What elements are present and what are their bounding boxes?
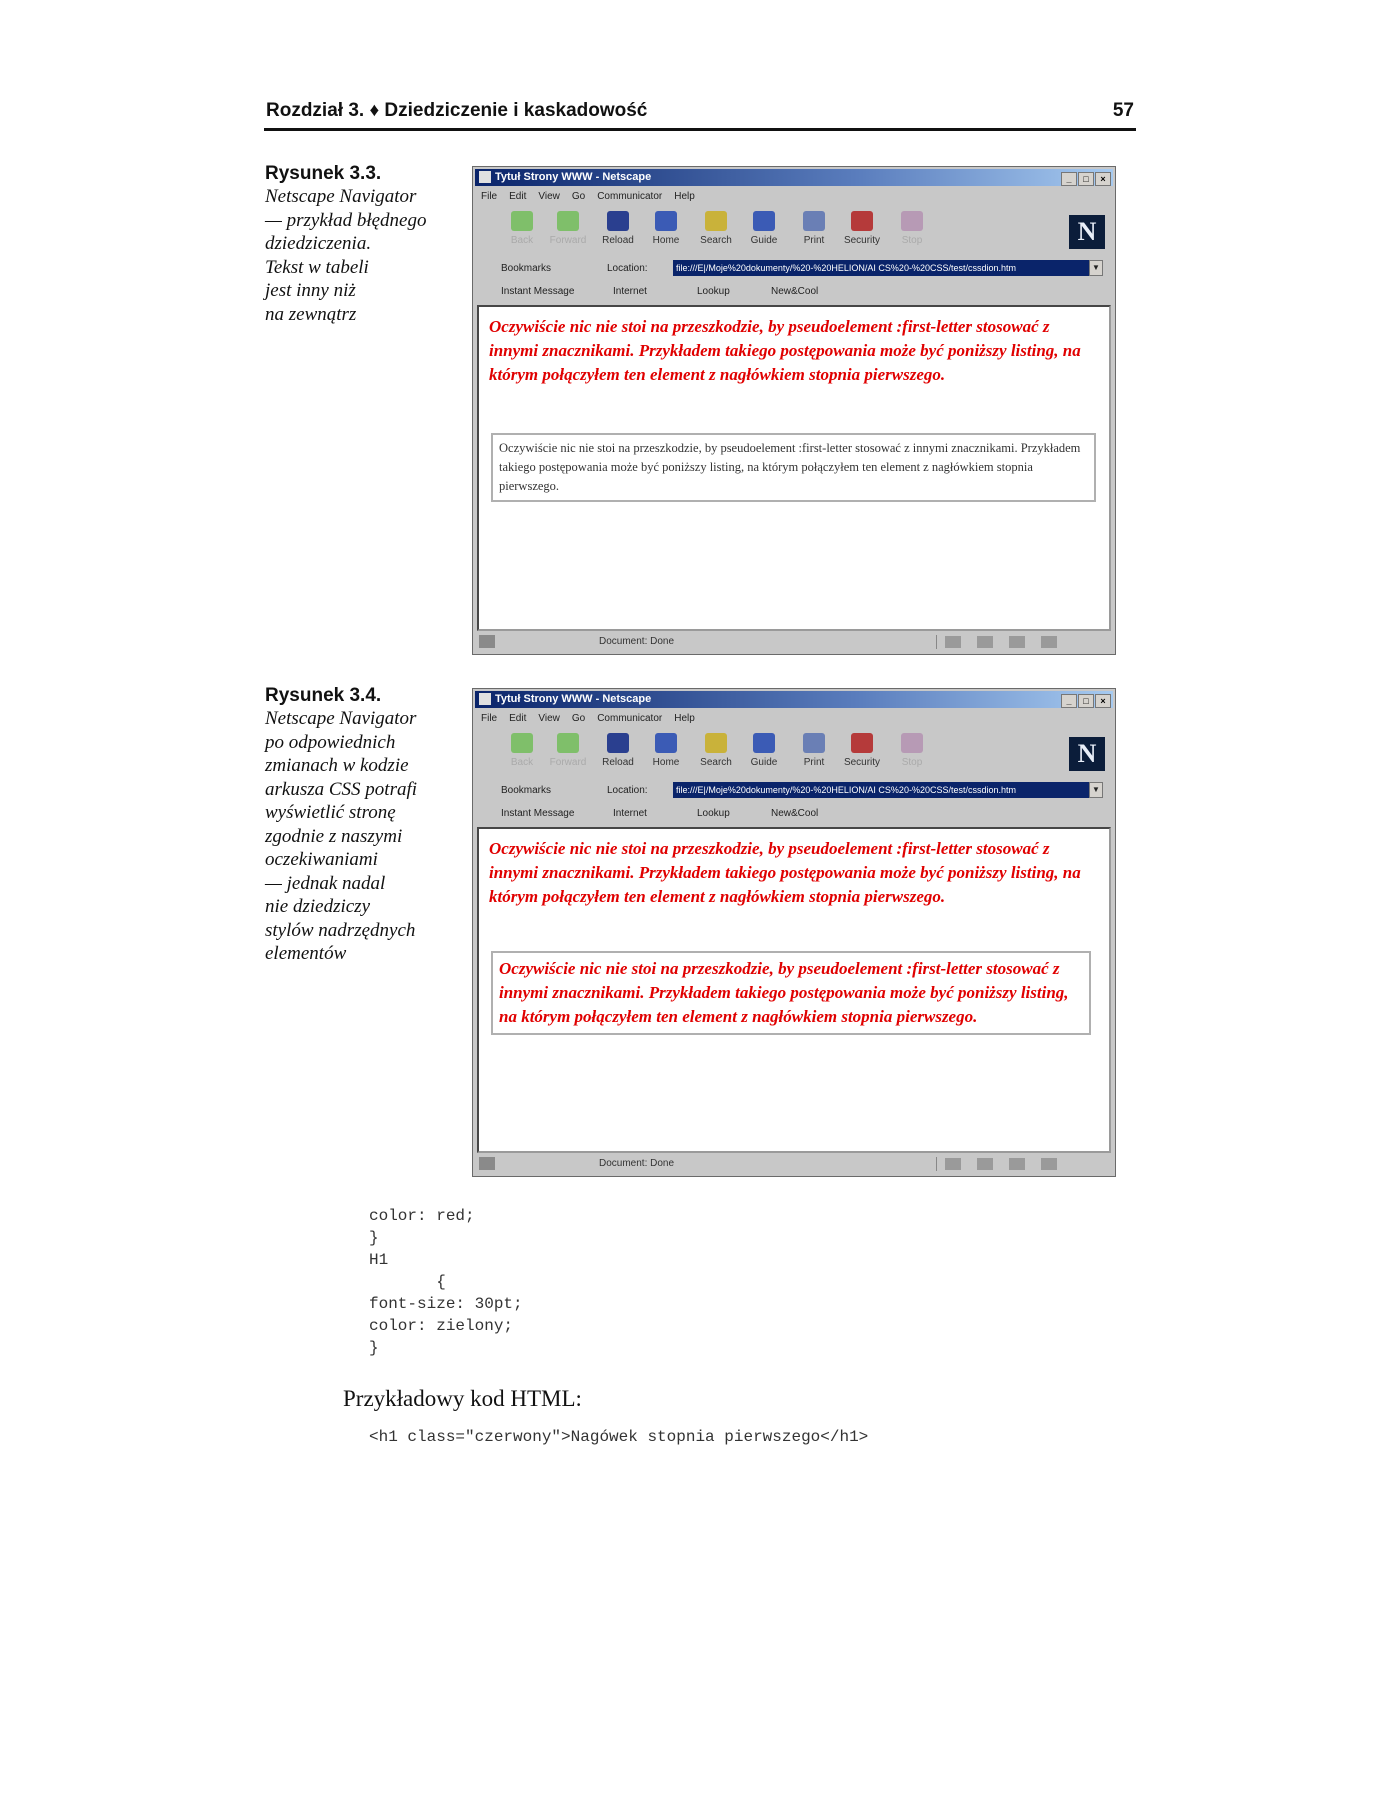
figure-caption-text: Netscape Navigator — przykład błędnego dziedziczenia. Tekst w tabeli jest inny niż na zewnątrz bbox=[265, 186, 427, 325]
running-header bbox=[264, 98, 1136, 131]
menu-file[interactable]: File bbox=[481, 191, 498, 202]
table-text: Oczywiście nic nie stoi na przeszkodzie, by pseudoelement :first-letter stosować z innymi znacznikami. Przykładem takiego postępowania może być poniższy listing, na którym połączyłem ten element z nagłówkiem stopnia pierwszego. bbox=[499, 959, 1069, 1026]
netscape-icon bbox=[479, 693, 491, 705]
location-label: Location: bbox=[607, 263, 648, 274]
navigator-icon[interactable] bbox=[945, 636, 961, 648]
instant-message-link[interactable]: Instant Message bbox=[501, 808, 575, 819]
url-field[interactable]: file:///E|/Moje%20dokumenty/%20-%20HELION/AI CS%20-%20CSS/test/cssdion.htm bbox=[673, 260, 1093, 276]
netscape-icon bbox=[479, 171, 491, 183]
figure-number: Rysunek 3.4. bbox=[265, 685, 382, 706]
menu-help[interactable]: Help bbox=[674, 713, 695, 724]
menu-go[interactable]: Go bbox=[571, 713, 586, 724]
print-button[interactable]: Print bbox=[791, 211, 837, 246]
discussion-icon[interactable] bbox=[1009, 1158, 1025, 1170]
table-cell bbox=[491, 433, 1096, 502]
back-button[interactable]: Back bbox=[499, 211, 545, 246]
close-icon[interactable]: × bbox=[1095, 694, 1111, 708]
chevron-down-icon[interactable]: ▼ bbox=[1089, 260, 1103, 276]
location-bar bbox=[477, 259, 1111, 279]
mail-icon[interactable] bbox=[977, 1158, 993, 1170]
stop-button[interactable]: Stop bbox=[889, 211, 935, 246]
navigation-toolbar bbox=[499, 211, 1019, 253]
css-code-listing: color: red; } H1 { font-size: 30pt; color: zielony; } bbox=[369, 1207, 523, 1357]
figure-number: Rysunek 3.3. bbox=[265, 163, 382, 184]
title-bar bbox=[475, 169, 1113, 186]
reload-icon bbox=[607, 733, 629, 753]
menu-communicator[interactable]: Communicator bbox=[597, 713, 663, 724]
stop-button[interactable]: Stop bbox=[889, 733, 935, 768]
forward-button[interactable]: Forward bbox=[545, 211, 591, 246]
composer-icon[interactable] bbox=[1041, 1158, 1057, 1170]
bookmarks-button[interactable]: Bookmarks bbox=[501, 785, 552, 796]
mail-icon[interactable] bbox=[977, 636, 993, 648]
figure-caption-3-4 bbox=[265, 685, 465, 966]
status-text: Document: Done bbox=[599, 636, 675, 647]
security-status-icon bbox=[479, 635, 495, 648]
back-icon bbox=[511, 211, 533, 231]
menu-edit[interactable]: Edit bbox=[509, 713, 527, 724]
personal-toolbar bbox=[477, 283, 1111, 301]
minimize-icon[interactable]: _ bbox=[1061, 694, 1077, 708]
search-icon bbox=[705, 733, 727, 753]
red-paragraph: Oczywiście nic nie stoi na przeszkodzie, by pseudoelement :first-letter stosować z innymi znacznikami. Przykładem takiego postępowania może być poniższy listing, na którym połączyłem ten element z nagłówkiem stopnia pierwszego. bbox=[489, 839, 1081, 906]
new-cool-link[interactable]: New&Cool bbox=[771, 808, 819, 819]
chapter-title: Rozdział 3. ♦ Dziedziczenie i kaskadowość bbox=[266, 100, 648, 121]
menu-help[interactable]: Help bbox=[674, 191, 695, 202]
figure-caption-3-3 bbox=[265, 163, 465, 326]
navigation-toolbar bbox=[499, 733, 1019, 775]
lookup-link[interactable]: Lookup bbox=[697, 808, 730, 819]
netscape-logo: N bbox=[1069, 215, 1105, 249]
status-bar bbox=[477, 1155, 1111, 1173]
menu-edit[interactable]: Edit bbox=[509, 191, 527, 202]
internet-link[interactable]: Internet bbox=[613, 808, 647, 819]
window-title: Tytuł Strony WWW - Netscape bbox=[495, 693, 652, 705]
status-text: Document: Done bbox=[599, 1158, 675, 1169]
netscape-window-1 bbox=[472, 166, 1116, 655]
menu-communicator[interactable]: Communicator bbox=[597, 191, 663, 202]
reload-button[interactable]: Reload bbox=[595, 733, 641, 768]
location-bar bbox=[477, 781, 1111, 801]
url-field[interactable]: file:///E|/Moje%20dokumenty/%20-%20HELION/AI CS%20-%20CSS/test/cssdion.htm bbox=[673, 782, 1093, 798]
search-button[interactable]: Search bbox=[693, 733, 739, 768]
security-status-icon bbox=[479, 1157, 495, 1170]
forward-button[interactable]: Forward bbox=[545, 733, 591, 768]
lookup-link[interactable]: Lookup bbox=[697, 286, 730, 297]
guide-icon bbox=[753, 733, 775, 753]
page-viewport bbox=[477, 827, 1111, 1153]
component-bar bbox=[936, 635, 1077, 649]
close-icon[interactable]: × bbox=[1095, 172, 1111, 186]
forward-icon bbox=[557, 733, 579, 753]
guide-button[interactable]: Guide bbox=[741, 211, 787, 246]
menu-view[interactable]: View bbox=[538, 191, 560, 202]
stop-icon bbox=[901, 211, 923, 231]
personal-toolbar bbox=[477, 805, 1111, 823]
search-icon bbox=[705, 211, 727, 231]
title-bar bbox=[475, 691, 1113, 708]
page-number: 57 bbox=[1112, 100, 1134, 121]
status-bar bbox=[477, 633, 1111, 651]
maximize-icon[interactable]: □ bbox=[1078, 172, 1094, 186]
print-button[interactable]: Print bbox=[791, 733, 837, 768]
chevron-down-icon[interactable]: ▼ bbox=[1089, 782, 1103, 798]
netscape-window-2 bbox=[472, 688, 1116, 1177]
table-text: Oczywiście nic nie stoi na przeszkodzie, by pseudoelement :first-letter stosować z innymi znacznikami. Przykładem takiego postępowania może być poniższy listing, na którym połączyłem ten element z nagłówkiem stopnia pierwszego. bbox=[499, 441, 1081, 493]
back-icon bbox=[511, 733, 533, 753]
table-cell bbox=[491, 951, 1091, 1035]
menu-bar bbox=[481, 713, 707, 724]
component-bar bbox=[936, 1157, 1077, 1171]
menu-file[interactable]: File bbox=[481, 713, 498, 724]
minimize-icon[interactable]: _ bbox=[1061, 172, 1077, 186]
menu-view[interactable]: View bbox=[538, 713, 560, 724]
home-icon bbox=[655, 211, 677, 231]
new-cool-link[interactable]: New&Cool bbox=[771, 286, 819, 297]
print-icon bbox=[803, 733, 825, 753]
security-button[interactable]: Security bbox=[839, 733, 885, 768]
html-example-label: Przykładowy kod HTML: bbox=[343, 1386, 582, 1411]
netscape-logo: N bbox=[1069, 737, 1105, 771]
stop-icon bbox=[901, 733, 923, 753]
html-code-listing: <h1 class="czerwony">Nagówek stopnia pierwszego</h1> bbox=[369, 1428, 869, 1446]
figure-caption-text: Netscape Navigator po odpowiednich zmianach w kodzie arkusza CSS potrafi wyświetlić stronę zgodnie z naszymi oczekiwaniami — jednak nadal nie dziedziczy stylów nadrzędnych elementów bbox=[265, 708, 418, 964]
guide-icon bbox=[753, 211, 775, 231]
lock-icon bbox=[851, 733, 873, 753]
bookmarks-button[interactable]: Bookmarks bbox=[501, 263, 552, 274]
internet-link[interactable]: Internet bbox=[613, 286, 647, 297]
page-viewport bbox=[477, 305, 1111, 631]
navigator-icon[interactable] bbox=[945, 1158, 961, 1170]
red-paragraph: Oczywiście nic nie stoi na przeszkodzie, by pseudoelement :first-letter stosować z innymi znacznikami. Przykładem takiego postępowania może być poniższy listing, na którym połączyłem ten element z nagłówkiem stopnia pierwszego. bbox=[489, 317, 1081, 384]
lock-icon bbox=[851, 211, 873, 231]
security-button[interactable]: Security bbox=[839, 211, 885, 246]
home-button[interactable]: Home bbox=[643, 211, 689, 246]
menu-bar bbox=[481, 191, 707, 202]
forward-icon bbox=[557, 211, 579, 231]
guide-button[interactable]: Guide bbox=[741, 733, 787, 768]
print-icon bbox=[803, 211, 825, 231]
location-label: Location: bbox=[607, 785, 648, 796]
maximize-icon[interactable]: □ bbox=[1078, 694, 1094, 708]
home-button[interactable]: Home bbox=[643, 733, 689, 768]
reload-button[interactable]: Reload bbox=[595, 211, 641, 246]
menu-go[interactable]: Go bbox=[571, 191, 586, 202]
window-title: Tytuł Strony WWW - Netscape bbox=[495, 171, 652, 183]
composer-icon[interactable] bbox=[1041, 636, 1057, 648]
reload-icon bbox=[607, 211, 629, 231]
search-button[interactable]: Search bbox=[693, 211, 739, 246]
window-controls bbox=[1060, 693, 1111, 710]
discussion-icon[interactable] bbox=[1009, 636, 1025, 648]
back-button[interactable]: Back bbox=[499, 733, 545, 768]
instant-message-link[interactable]: Instant Message bbox=[501, 286, 575, 297]
window-controls bbox=[1060, 171, 1111, 188]
home-icon bbox=[655, 733, 677, 753]
